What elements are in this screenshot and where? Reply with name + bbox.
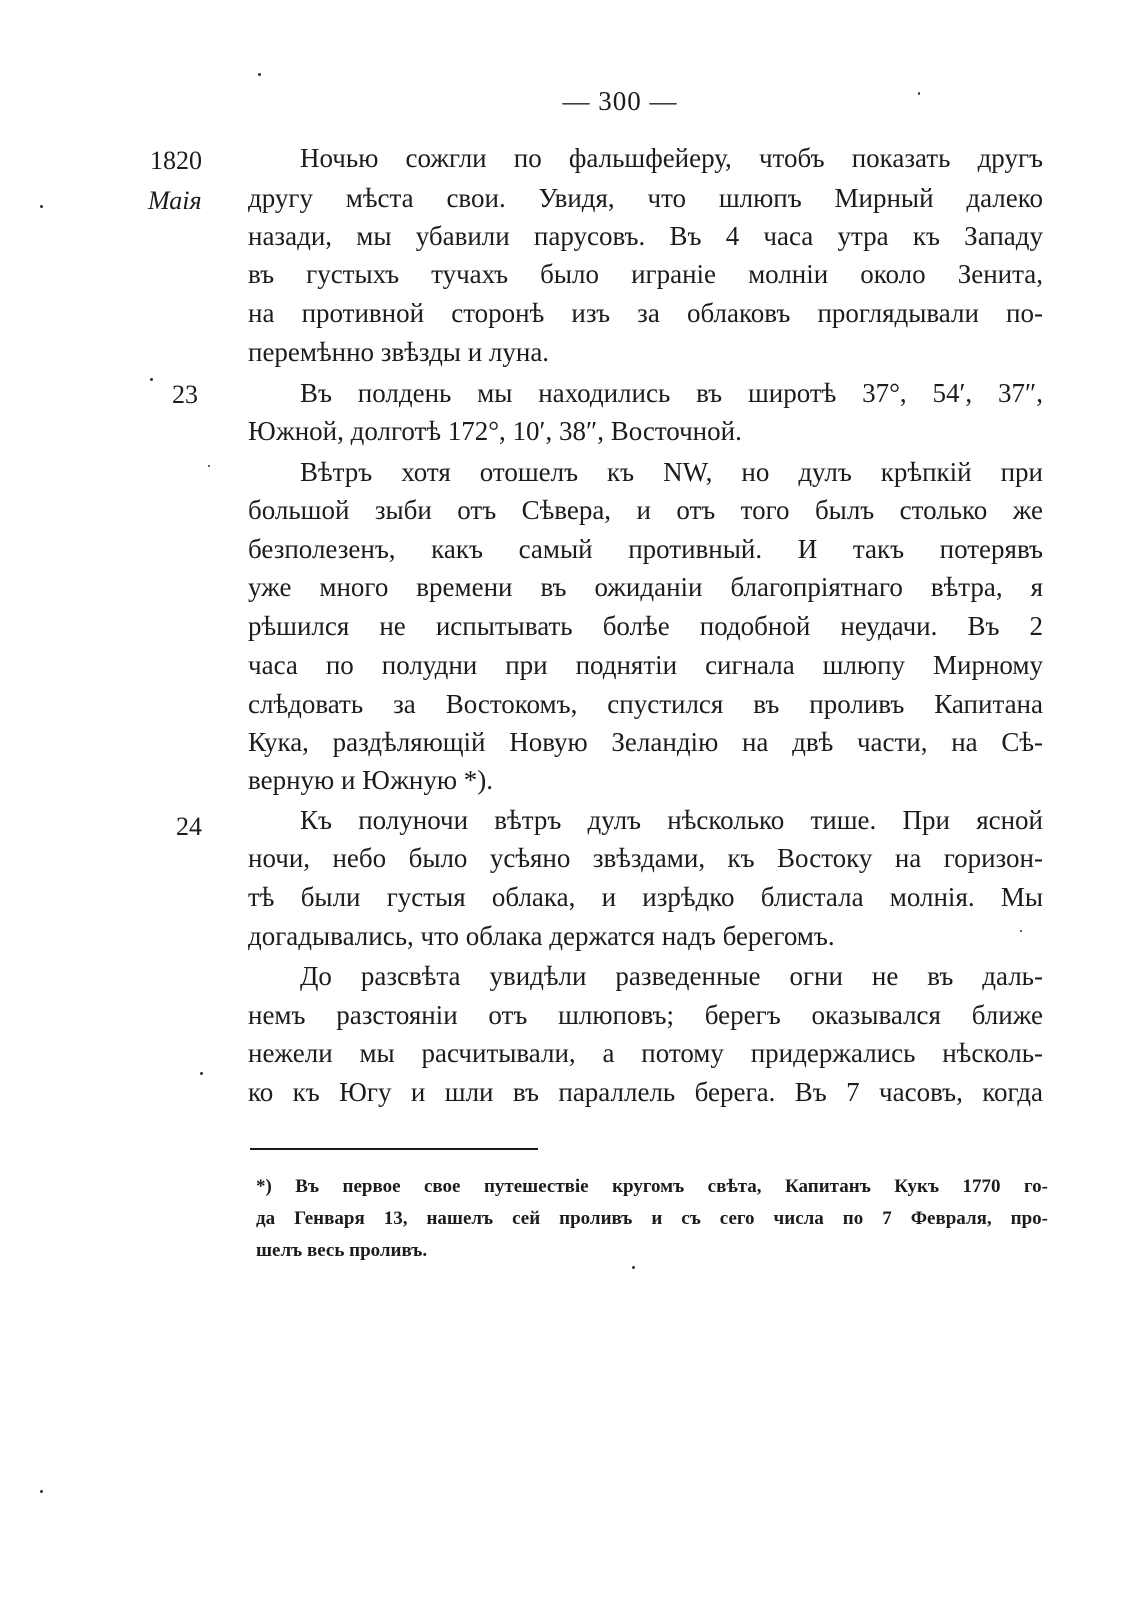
text-line: перемѣнно звѣзды и луна.: [248, 337, 550, 367]
text-line: До разсвѣта увидѣли разведенные огни не въ даль-: [300, 961, 1043, 991]
text-line: немъ разстояніи отъ шлюповъ; берегъ оказывался ближе: [248, 1000, 1043, 1030]
text-line: на противной сторонѣ изъ за облаковъ проглядывали по-: [248, 298, 1043, 328]
text-line: рѣшился не испытывать болѣе подобной неудачи. Въ 2: [248, 611, 1043, 641]
margin-month: Маія: [148, 186, 202, 215]
text-line: тѣ были густыя облака, и изрѣдко блистала молнія. Мы: [248, 882, 1043, 912]
text-line: въ густыхъ тучахъ было играніе молніи около Зенита,: [248, 259, 1043, 289]
footnote-rule: [250, 1148, 538, 1150]
text-line: нежели мы расчитывали, а потому придержались нѣсколь-: [248, 1038, 1043, 1068]
text-line: другу мѣста свои. Увидя, что шлюпъ Мирный далеко: [248, 183, 1043, 213]
text-line: Въ полдень мы находились въ широтѣ 37°, 54′, 37″,: [300, 378, 1043, 408]
text-line: Ночью сожгли по фальшфейеру, чтобъ показать другъ: [300, 143, 1043, 173]
scan-speck: [1020, 930, 1022, 932]
text-line: Южной, долготѣ 172°, 10′, 38″, Восточной.: [248, 416, 742, 446]
text-line: большой зыби отъ Сѣвера, и отъ того былъ столько же: [248, 495, 1043, 525]
footnote-line: *) Въ первое свое путешествіе кругомъ свѣта, Капитанъ Кукъ 1770 го-: [256, 1176, 1048, 1197]
scan-speck: [40, 1490, 43, 1493]
text-line: догадывались, что облака держатся надъ берегомъ.: [248, 921, 835, 951]
scan-speck: [918, 92, 920, 95]
text-line: назади, мы убавили парусовъ. Въ 4 часа утра къ Западу: [248, 221, 1043, 251]
text-line: ко къ Югу и шли въ параллель берега. Въ 7 часовъ, когда: [248, 1077, 1043, 1107]
scan-speck: [258, 73, 261, 76]
text-line: безполезенъ, какъ самый противный. И такъ потерявъ: [248, 534, 1043, 564]
margin-year: 1820: [150, 146, 202, 175]
text-line: ночи, небо было усѣяно звѣздами, къ Востоку на горизон-: [248, 843, 1043, 873]
footnote-line: шелъ весь проливъ.: [256, 1240, 428, 1261]
text-line: Къ полуночи вѣтръ дулъ нѣсколько тише. При ясной: [300, 805, 1043, 835]
scan-speck: [150, 378, 153, 381]
scan-speck: [200, 1072, 203, 1075]
margin-day-24: 24: [176, 812, 202, 841]
text-line: уже много времени въ ожиданіи благопріятнаго вѣтра, я: [248, 572, 1043, 602]
text-line: Кука, раздѣляющій Новую Зеландію на двѣ части, на Сѣ-: [248, 727, 1043, 757]
text-line: слѣдовать за Востокомъ, спустился въ проливъ Капитана: [248, 689, 1043, 719]
text-line: часа по полудни при поднятіи сигнала шлюпу Мирному: [248, 650, 1043, 680]
page-number: — 300 —: [562, 86, 678, 116]
scan-speck: [632, 1266, 635, 1269]
margin-day-23: 23: [172, 380, 198, 409]
scan-speck: [40, 205, 43, 208]
text-line: Вѣтръ хотя отошелъ къ NW, но дулъ крѣпкій при: [300, 457, 1043, 487]
footnote-line: да Генваря 13, нашелъ сей проливъ и съ сего числа по 7 Февраля, про-: [256, 1208, 1048, 1229]
scan-speck: [208, 465, 210, 467]
text-line: верную и Южную *).: [248, 765, 493, 795]
